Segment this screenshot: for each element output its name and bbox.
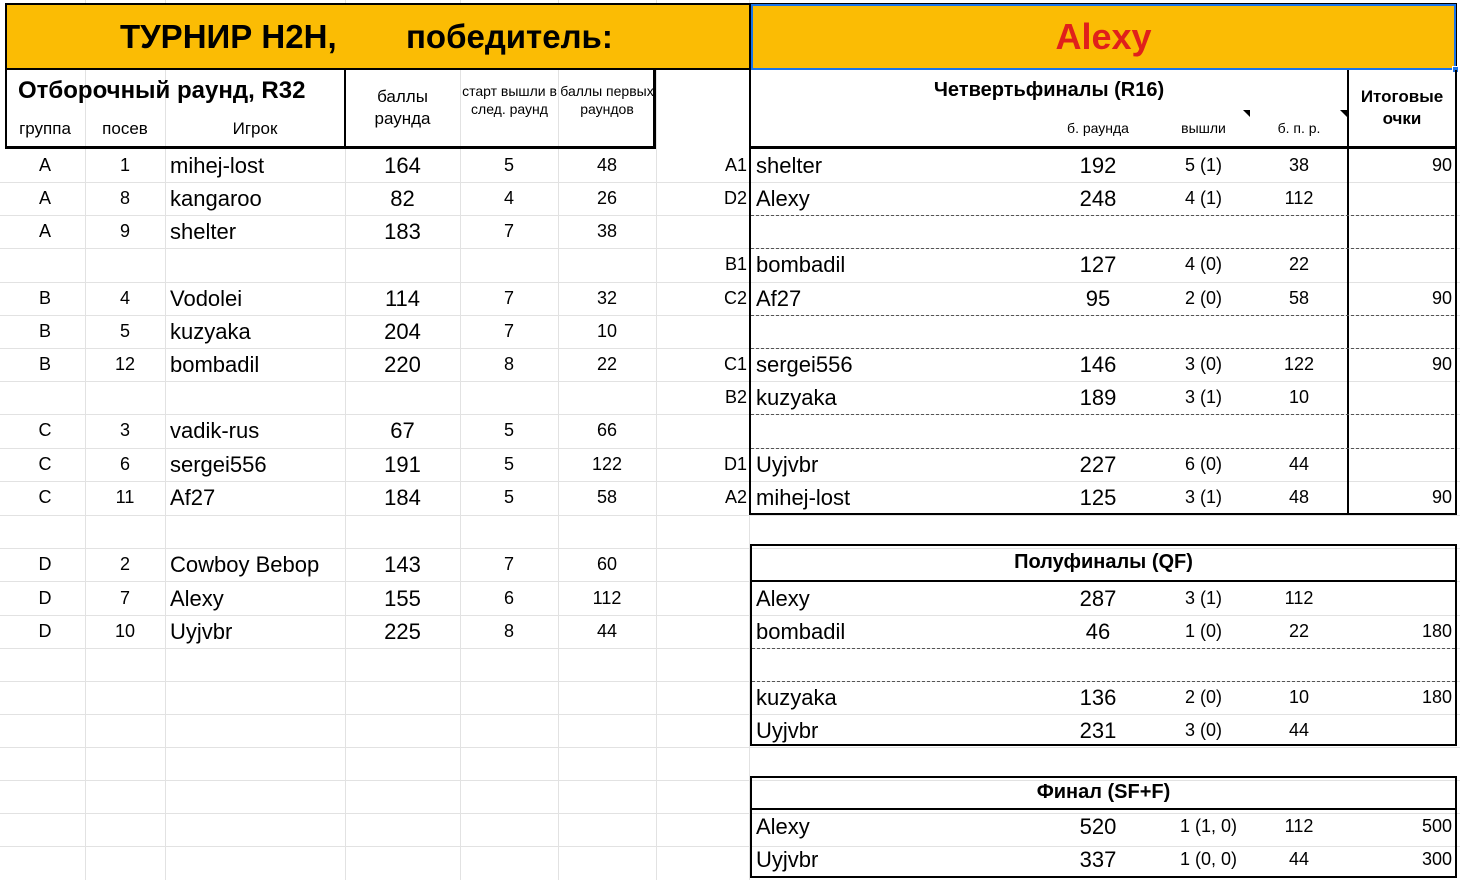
header-qf-prev-points: б. п. р. bbox=[1277, 120, 1321, 136]
qual-seed-cell[interactable]: 3 bbox=[119, 420, 130, 440]
header-player: Игрок bbox=[232, 119, 278, 138]
qual-points-cell[interactable]: 191 bbox=[384, 452, 421, 477]
qf-player-cell[interactable]: mihej-lost bbox=[756, 485, 851, 510]
qual-group-cell[interactable]: C bbox=[38, 420, 52, 440]
qual-start-cell[interactable]: 7 bbox=[503, 288, 514, 308]
qual-player-cell[interactable]: Uyjvbr bbox=[170, 619, 233, 644]
gridline bbox=[0, 747, 1460, 748]
note-marker bbox=[1243, 110, 1250, 117]
qf-total-cell[interactable] bbox=[1349, 248, 1452, 281]
qual-player-cell[interactable]: mihej-lost bbox=[170, 153, 265, 178]
row-separator bbox=[751, 448, 1454, 449]
gridline bbox=[656, 0, 657, 880]
qf-seed-cell[interactable]: C2 bbox=[723, 288, 747, 308]
qual-points-cell[interactable]: 155 bbox=[384, 586, 421, 611]
qual-start-cell[interactable]: 8 bbox=[503, 354, 514, 374]
final-total-cell[interactable]: 500 bbox=[1421, 816, 1452, 836]
qual-first-points-cell[interactable]: 10 bbox=[596, 321, 618, 341]
winner-name[interactable]: Alexy bbox=[1055, 16, 1152, 57]
qual-seed-cell[interactable]: 8 bbox=[119, 188, 130, 208]
qf-points-cell[interactable]: 95 bbox=[1085, 286, 1111, 311]
qf-advanced-cell[interactable]: 3 (0) bbox=[1184, 354, 1222, 374]
sf-total-cell[interactable] bbox=[1349, 714, 1452, 747]
row-separator bbox=[751, 248, 1454, 249]
qual-points-cell[interactable]: 204 bbox=[384, 319, 421, 344]
tournament-title: ТУРНИР H2H, bbox=[120, 18, 337, 55]
qual-first-points-cell[interactable]: 38 bbox=[596, 221, 618, 241]
qual-player-cell[interactable]: Af27 bbox=[170, 485, 216, 510]
final-advanced-cell[interactable]: 1 (1, 0) bbox=[1179, 816, 1238, 836]
qual-group-cell[interactable]: C bbox=[38, 487, 52, 507]
qual-first-points-cell[interactable]: 66 bbox=[596, 420, 618, 440]
qf-points-cell[interactable]: 192 bbox=[1079, 153, 1117, 178]
qual-first-points-cell[interactable]: 122 bbox=[591, 454, 623, 474]
qual-player-cell[interactable]: bombadil bbox=[170, 352, 260, 377]
header-qf-advanced: вышли bbox=[1181, 120, 1226, 136]
qf-total-cell[interactable]: 90 bbox=[1431, 354, 1452, 374]
qf-advanced-cell[interactable]: 3 (1) bbox=[1184, 487, 1222, 507]
qf-advanced-cell[interactable]: 5 (1) bbox=[1184, 155, 1222, 175]
row-separator bbox=[752, 681, 1455, 682]
qf-seed-cell[interactable]: B2 bbox=[724, 387, 747, 407]
qf-prev-points-cell[interactable]: 122 bbox=[1283, 354, 1315, 374]
qual-group-cell[interactable]: D bbox=[38, 554, 52, 574]
row-separator bbox=[751, 315, 1454, 316]
qual-start-cell[interactable]: 6 bbox=[503, 588, 514, 608]
header-qf-round-points: б. раунда bbox=[1067, 120, 1129, 136]
sf-advanced-cell[interactable]: 3 (1) bbox=[1184, 588, 1222, 608]
qual-start-cell[interactable]: 7 bbox=[503, 321, 514, 341]
sf-prev-points-cell[interactable]: 44 bbox=[1288, 720, 1310, 740]
qual-start-cell[interactable]: 5 bbox=[503, 454, 514, 474]
qf-player-cell[interactable]: Uyjvbr bbox=[756, 452, 819, 477]
qual-points-cell[interactable]: 143 bbox=[384, 552, 421, 577]
qf-advanced-cell[interactable]: 4 (0) bbox=[1184, 254, 1222, 274]
qual-first-points-cell[interactable]: 26 bbox=[596, 188, 618, 208]
note-marker bbox=[1340, 110, 1347, 117]
sf-player-cell[interactable]: Uyjvbr bbox=[756, 718, 819, 743]
qf-advanced-cell[interactable]: 6 (0) bbox=[1184, 454, 1222, 474]
qf-player-cell[interactable]: sergei556 bbox=[756, 352, 853, 377]
final-prev-points-cell[interactable]: 44 bbox=[1288, 849, 1310, 869]
qf-total-cell[interactable]: 90 bbox=[1431, 155, 1452, 175]
qual-first-points-cell[interactable]: 22 bbox=[596, 354, 618, 374]
qf-points-cell[interactable]: 189 bbox=[1079, 385, 1117, 410]
final-title: Финал (SF+F) bbox=[1036, 781, 1171, 803]
qual-player-cell[interactable]: sergei556 bbox=[170, 452, 267, 477]
qual-seed-cell[interactable]: 11 bbox=[115, 487, 135, 507]
final-player-cell[interactable]: Uyjvbr bbox=[756, 847, 819, 872]
header-round-points: баллы раунда bbox=[374, 87, 431, 128]
qf-seed-cell[interactable]: A2 bbox=[724, 487, 747, 507]
qf-prev-points-cell[interactable]: 10 bbox=[1288, 387, 1310, 407]
qual-start-cell[interactable]: 5 bbox=[503, 155, 514, 175]
qual-seed-cell[interactable]: 2 bbox=[119, 554, 130, 574]
qf-prev-points-cell[interactable]: 48 bbox=[1288, 487, 1310, 507]
qf-advanced-cell[interactable]: 2 (0) bbox=[1184, 288, 1222, 308]
qf-seed-cell[interactable]: A1 bbox=[724, 155, 747, 175]
sf-advanced-cell[interactable]: 3 (0) bbox=[1184, 720, 1222, 740]
qf-prev-points-cell[interactable]: 44 bbox=[1288, 454, 1310, 474]
quarterfinal-title: Четвертьфиналы (R16) bbox=[933, 79, 1165, 101]
header-total: Итоговые очки bbox=[1360, 87, 1444, 128]
sf-total-cell[interactable]: 180 bbox=[1421, 687, 1452, 707]
qual-points-cell[interactable]: 225 bbox=[384, 619, 421, 644]
qual-points-cell[interactable]: 184 bbox=[384, 485, 421, 510]
qual-group-cell[interactable]: B bbox=[38, 288, 51, 308]
qf-seed-cell[interactable]: B1 bbox=[724, 254, 747, 274]
qual-first-points-cell[interactable]: 44 bbox=[596, 621, 618, 641]
qf-prev-points-cell[interactable]: 38 bbox=[1288, 155, 1310, 175]
sf-total-cell[interactable] bbox=[1349, 582, 1452, 615]
qf-points-cell[interactable]: 127 bbox=[1079, 252, 1117, 277]
final-player-cell[interactable]: Alexy bbox=[756, 814, 810, 839]
qf-prev-points-cell[interactable]: 22 bbox=[1288, 254, 1310, 274]
qual-seed-cell[interactable]: 1 bbox=[119, 155, 130, 175]
qf-total-cell[interactable] bbox=[1349, 448, 1452, 481]
qual-seed-cell[interactable]: 6 bbox=[119, 454, 130, 474]
qual-seed-cell[interactable]: 12 bbox=[114, 354, 136, 374]
qual-seed-cell[interactable]: 4 bbox=[119, 288, 130, 308]
qual-first-points-cell[interactable]: 48 bbox=[596, 155, 618, 175]
qf-seed-cell[interactable]: C1 bbox=[723, 354, 747, 374]
final-total-cell[interactable]: 300 bbox=[1421, 849, 1452, 869]
qual-points-cell[interactable]: 220 bbox=[384, 352, 421, 377]
final-prev-points-cell[interactable]: 112 bbox=[1284, 816, 1314, 836]
qual-start-cell[interactable]: 7 bbox=[503, 221, 514, 241]
qual-seed-cell[interactable]: 7 bbox=[119, 588, 130, 608]
header-group: группа bbox=[19, 119, 71, 138]
qual-group-cell[interactable]: D bbox=[38, 588, 52, 608]
qf-player-cell[interactable]: Af27 bbox=[756, 286, 802, 311]
sf-prev-points-cell[interactable]: 22 bbox=[1288, 621, 1310, 641]
qual-player-cell[interactable]: kangaroo bbox=[170, 186, 262, 211]
qf-prev-points-cell[interactable]: 112 bbox=[1284, 188, 1314, 208]
winner-label: победитель: bbox=[406, 18, 613, 55]
sf-player-cell[interactable]: Alexy bbox=[756, 586, 810, 611]
sf-points-cell[interactable]: 287 bbox=[1079, 586, 1117, 611]
qf-advanced-cell[interactable]: 4 (1) bbox=[1184, 188, 1222, 208]
sf-advanced-cell[interactable]: 2 (0) bbox=[1184, 687, 1222, 707]
qf-points-cell[interactable]: 227 bbox=[1079, 452, 1117, 477]
sf-total-cell[interactable]: 180 bbox=[1421, 621, 1452, 641]
qual-first-points-cell[interactable]: 112 bbox=[592, 588, 622, 608]
qual-player-cell[interactable]: Vodolei bbox=[170, 286, 243, 311]
final-points-cell[interactable]: 337 bbox=[1079, 847, 1117, 872]
qual-group-cell[interactable]: C bbox=[38, 454, 52, 474]
qualifying-title: Отборочный раунд, R32 bbox=[18, 77, 306, 104]
row-separator bbox=[752, 648, 1455, 649]
qf-points-cell[interactable]: 125 bbox=[1079, 485, 1117, 510]
qual-first-points-cell[interactable]: 58 bbox=[596, 487, 618, 507]
qual-group-cell[interactable]: A bbox=[38, 188, 51, 208]
qual-seed-cell[interactable]: 5 bbox=[119, 321, 130, 341]
gridline bbox=[0, 515, 1460, 516]
qf-prev-points-cell[interactable]: 58 bbox=[1288, 288, 1310, 308]
qual-first-points-cell[interactable]: 32 bbox=[596, 288, 618, 308]
qual-player-cell[interactable]: Alexy bbox=[170, 586, 224, 611]
qual-points-cell[interactable]: 67 bbox=[390, 418, 415, 443]
row-separator bbox=[751, 215, 1454, 216]
sf-player-cell[interactable]: bombadil bbox=[756, 619, 846, 644]
qual-group-cell[interactable]: A bbox=[38, 155, 51, 175]
header-seed: посев bbox=[102, 119, 148, 138]
header-first-points: баллы первых раундов bbox=[560, 83, 654, 117]
qf-player-cell[interactable]: bombadil bbox=[756, 252, 846, 277]
qf-seed-cell[interactable]: D2 bbox=[723, 188, 747, 208]
qf-player-cell[interactable]: shelter bbox=[756, 153, 823, 178]
qf-total-cell[interactable] bbox=[1349, 182, 1452, 215]
sf-advanced-cell[interactable]: 1 (0) bbox=[1184, 621, 1222, 641]
qual-group-cell[interactable]: B bbox=[38, 321, 51, 341]
qual-start-cell[interactable]: 5 bbox=[503, 487, 514, 507]
qual-player-cell[interactable]: vadik-rus bbox=[170, 418, 260, 443]
sf-points-cell[interactable]: 136 bbox=[1079, 685, 1117, 710]
sf-points-cell[interactable]: 46 bbox=[1085, 619, 1111, 644]
sf-points-cell[interactable]: 231 bbox=[1079, 718, 1117, 743]
qual-seed-cell[interactable]: 10 bbox=[114, 621, 136, 641]
qual-group-cell[interactable]: D bbox=[38, 621, 52, 641]
qf-points-cell[interactable]: 248 bbox=[1079, 186, 1117, 211]
qual-start-cell[interactable]: 4 bbox=[503, 188, 514, 208]
header-start: старт вышли в след. раунд bbox=[462, 83, 557, 117]
qual-seed-cell[interactable]: 9 bbox=[119, 221, 130, 241]
qual-group-cell[interactable]: A bbox=[38, 221, 51, 241]
qual-player-cell[interactable]: shelter bbox=[170, 219, 237, 244]
qf-player-cell[interactable]: kuzyaka bbox=[756, 385, 837, 410]
qf-points-cell[interactable]: 146 bbox=[1079, 352, 1117, 377]
qual-points-cell[interactable]: 114 bbox=[384, 286, 421, 311]
sf-prev-points-cell[interactable]: 112 bbox=[1284, 588, 1314, 608]
qual-player-cell[interactable]: kuzyaka bbox=[170, 319, 251, 344]
qf-player-cell[interactable]: Alexy bbox=[756, 186, 810, 211]
qf-total-cell[interactable] bbox=[1349, 381, 1452, 414]
qf-seed-cell[interactable]: D1 bbox=[723, 454, 747, 474]
qual-points-cell[interactable]: 164 bbox=[384, 153, 421, 178]
qual-points-cell[interactable]: 82 bbox=[390, 186, 415, 211]
qual-player-cell[interactable]: Cowboy Bebop bbox=[170, 552, 320, 577]
qf-total-cell[interactable]: 90 bbox=[1431, 288, 1452, 308]
row-separator bbox=[751, 414, 1454, 415]
final-advanced-cell[interactable]: 1 (0, 0) bbox=[1179, 849, 1238, 869]
sf-player-cell[interactable]: kuzyaka bbox=[756, 685, 837, 710]
qual-points-cell[interactable]: 183 bbox=[384, 219, 421, 244]
qual-first-points-cell[interactable]: 60 bbox=[596, 554, 618, 574]
qual-start-cell[interactable]: 5 bbox=[503, 420, 514, 440]
final-points-cell[interactable]: 520 bbox=[1079, 814, 1117, 839]
qf-total-cell[interactable]: 90 bbox=[1431, 487, 1452, 507]
qf-advanced-cell[interactable]: 3 (1) bbox=[1184, 387, 1222, 407]
qual-start-cell[interactable]: 8 bbox=[503, 621, 514, 641]
row-separator bbox=[751, 348, 1454, 349]
semifinal-title: Полуфиналы (QF) bbox=[1014, 551, 1193, 573]
qual-start-cell[interactable]: 7 bbox=[503, 554, 514, 574]
qual-group-cell[interactable]: B bbox=[38, 354, 51, 374]
sf-prev-points-cell[interactable]: 10 bbox=[1288, 687, 1310, 707]
